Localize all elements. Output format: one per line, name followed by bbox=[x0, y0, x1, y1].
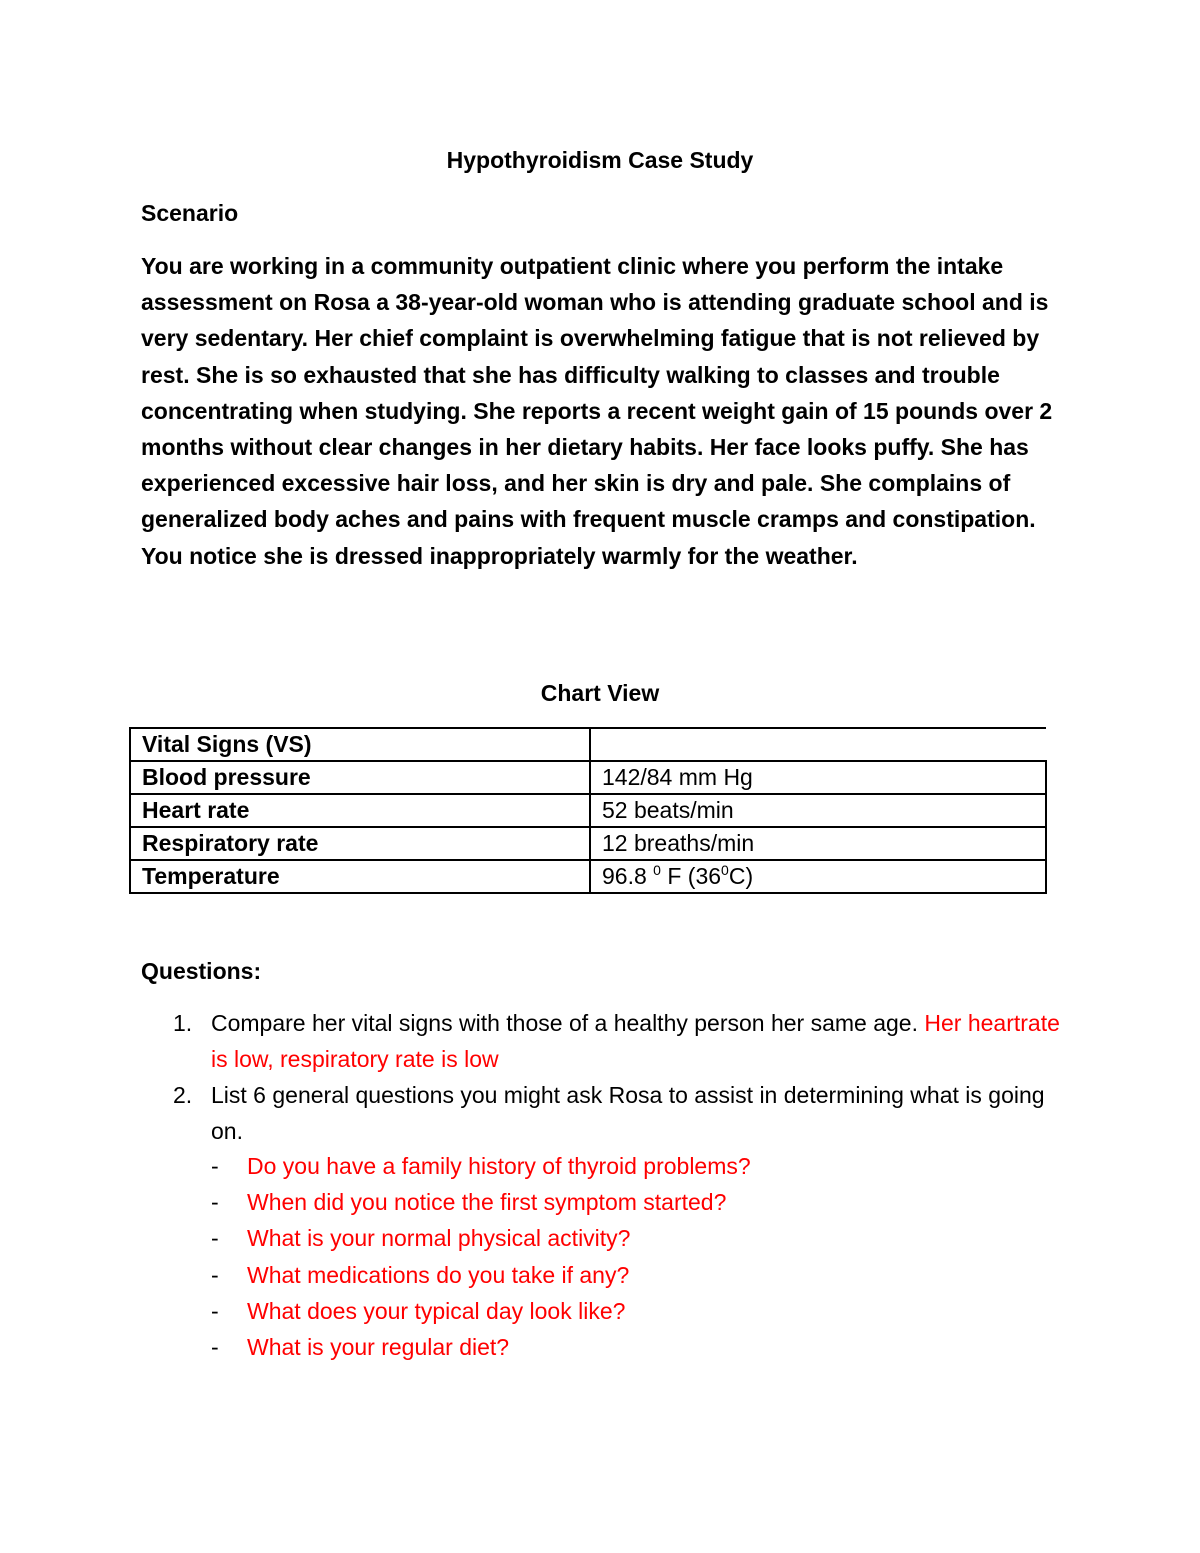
temperature-value-part: 96.8 bbox=[602, 863, 654, 889]
scenario-heading: Scenario bbox=[141, 200, 239, 226]
questions-heading: Questions: bbox=[141, 958, 262, 984]
table-header-cell: Vital Signs (VS) bbox=[130, 728, 590, 761]
bullet-marker: - bbox=[211, 1261, 219, 1288]
question-prompt: Compare her vital signs with those of a healthy person her same age. bbox=[211, 1010, 918, 1036]
bullet-marker: - bbox=[211, 1297, 219, 1324]
table-header-empty-cell bbox=[590, 728, 1046, 761]
bullet-marker: - bbox=[211, 1189, 219, 1216]
answer-question: When did you notice the first symptom started? bbox=[247, 1189, 727, 1216]
question-prompt: List 6 general questions you might ask Rosa to assist in determining what is going on. bbox=[211, 1082, 1045, 1144]
bullet-marker: - bbox=[211, 1225, 219, 1252]
answer-question: What does your typical day look like? bbox=[247, 1297, 626, 1324]
table-row bbox=[130, 794, 1046, 827]
degree-superscript: 0 bbox=[721, 862, 729, 878]
answer-question: What is your normal physical activity? bbox=[247, 1225, 631, 1252]
question-item-1 bbox=[141, 1005, 1071, 1077]
question-number: 2. bbox=[173, 1082, 193, 1108]
bullet-marker: - bbox=[211, 1153, 219, 1179]
list-item bbox=[141, 1184, 1071, 1220]
answer-question: What medications do you take if any? bbox=[247, 1261, 630, 1288]
answer-bullet-list bbox=[141, 1148, 1071, 1365]
list-item bbox=[141, 1293, 1071, 1329]
document-title: Hypothyroidism Case Study bbox=[446, 147, 754, 173]
scenario-paragraph: You are working in a community outpatient clinic where you perform the intake assessment on Rosa a 38-year-old woman who is attending graduate school and is very sedentary. Her chief complaint is overwhelming fatigue that is not relieved by rest. She is so exhausted that she has difficulty walking to classes and trouble concentrating when studying. She reports a recent weight gain of 15 pounds over 2 months without clear changes in her dietary habits. Her face looks puffy. She has experienced excessive hair loss, and her skin is dry and pale. She complains of generalized body aches and pains with frequent muscle cramps and constipation. You notice she is dressed inappropriately warmly for the weather. bbox=[141, 253, 1053, 569]
vital-label-heart-rate: Heart rate bbox=[130, 794, 590, 827]
list-item bbox=[141, 1220, 1071, 1256]
vital-label-respiratory-rate: Respiratory rate bbox=[130, 827, 590, 860]
vital-label-temperature: Temperature bbox=[130, 860, 590, 893]
table-row bbox=[130, 860, 1046, 893]
vital-signs-table bbox=[129, 727, 1047, 894]
bullet-marker: - bbox=[211, 1333, 219, 1360]
temperature-value-part: F (36 bbox=[660, 863, 722, 889]
vital-value-respiratory-rate: 12 breaths/min bbox=[590, 827, 1046, 860]
list-item bbox=[141, 1257, 1071, 1293]
vital-value-heart-rate: 52 beats/min bbox=[590, 794, 1046, 827]
temperature-value-part: C) bbox=[728, 863, 754, 889]
table-row bbox=[130, 761, 1046, 794]
question-text bbox=[211, 1005, 1071, 1077]
list-item bbox=[141, 1329, 1071, 1365]
answer-question: Do you have a family history of thyroid problems? bbox=[247, 1153, 751, 1179]
question-answer: Her heartrate is low, respiratory rate is low bbox=[211, 1010, 1060, 1072]
vital-value-blood-pressure: 142/84 mm Hg bbox=[590, 761, 1046, 794]
question-number: 1. bbox=[173, 1010, 193, 1036]
table-row bbox=[130, 827, 1046, 860]
vital-label-blood-pressure: Blood pressure bbox=[130, 761, 590, 794]
list-item bbox=[141, 1148, 1071, 1184]
answer-question: What is your regular diet? bbox=[247, 1333, 510, 1360]
question-item-2 bbox=[141, 1077, 1071, 1149]
chart-view-heading: Chart View bbox=[540, 680, 660, 706]
degree-superscript: 0 bbox=[653, 862, 661, 878]
table-row bbox=[130, 728, 1046, 761]
vital-value-temperature bbox=[590, 860, 1046, 893]
